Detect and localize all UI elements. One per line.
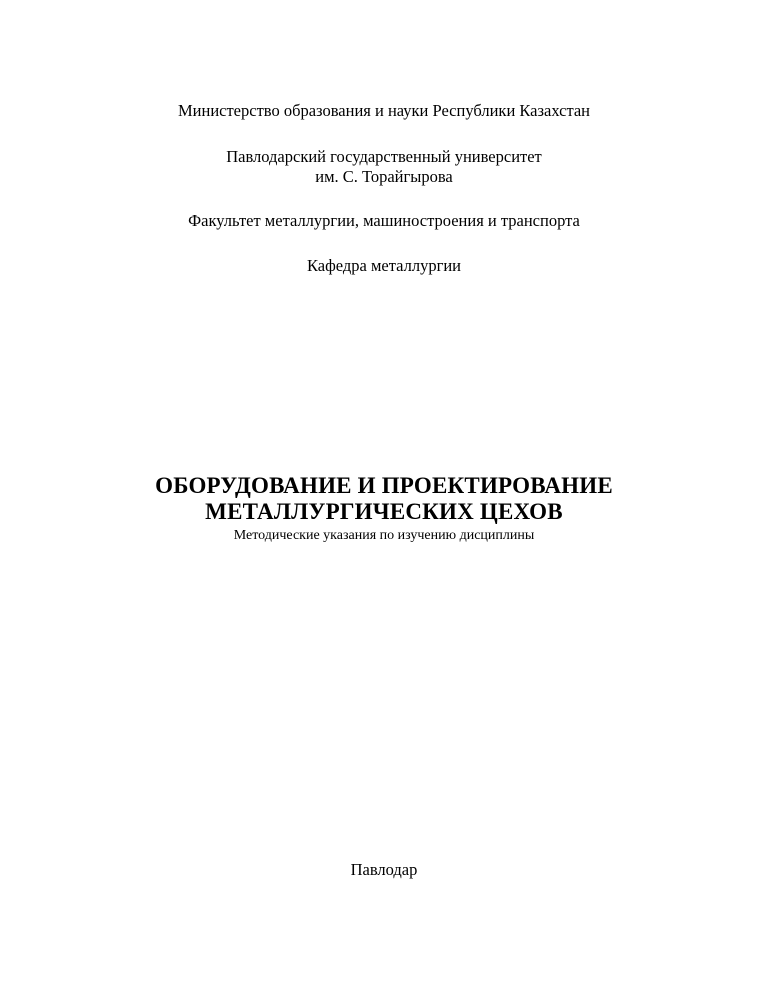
university-name-suffix: им. С. Торайгырова: [315, 167, 453, 186]
faculty-name: Факультет металлургии, машиностроения и транспорта: [188, 211, 580, 230]
university-name: Павлодарский государственный университет: [226, 147, 542, 166]
document-title-line-2: МЕТАЛЛУРГИЧЕСКИХ ЦЕХОВ: [205, 499, 563, 524]
document-subtitle: Методические указания по изучению дисциплины: [233, 528, 535, 543]
document-title-line-1: ОБОРУДОВАНИЕ И ПРОЕКТИРОВАНИЕ: [155, 473, 613, 498]
ministry-name: Министерство образования и науки Республики Казахстан: [177, 101, 591, 120]
publication-city: Павлодар: [350, 860, 418, 879]
department-name: Кафедра металлургии: [306, 256, 462, 275]
